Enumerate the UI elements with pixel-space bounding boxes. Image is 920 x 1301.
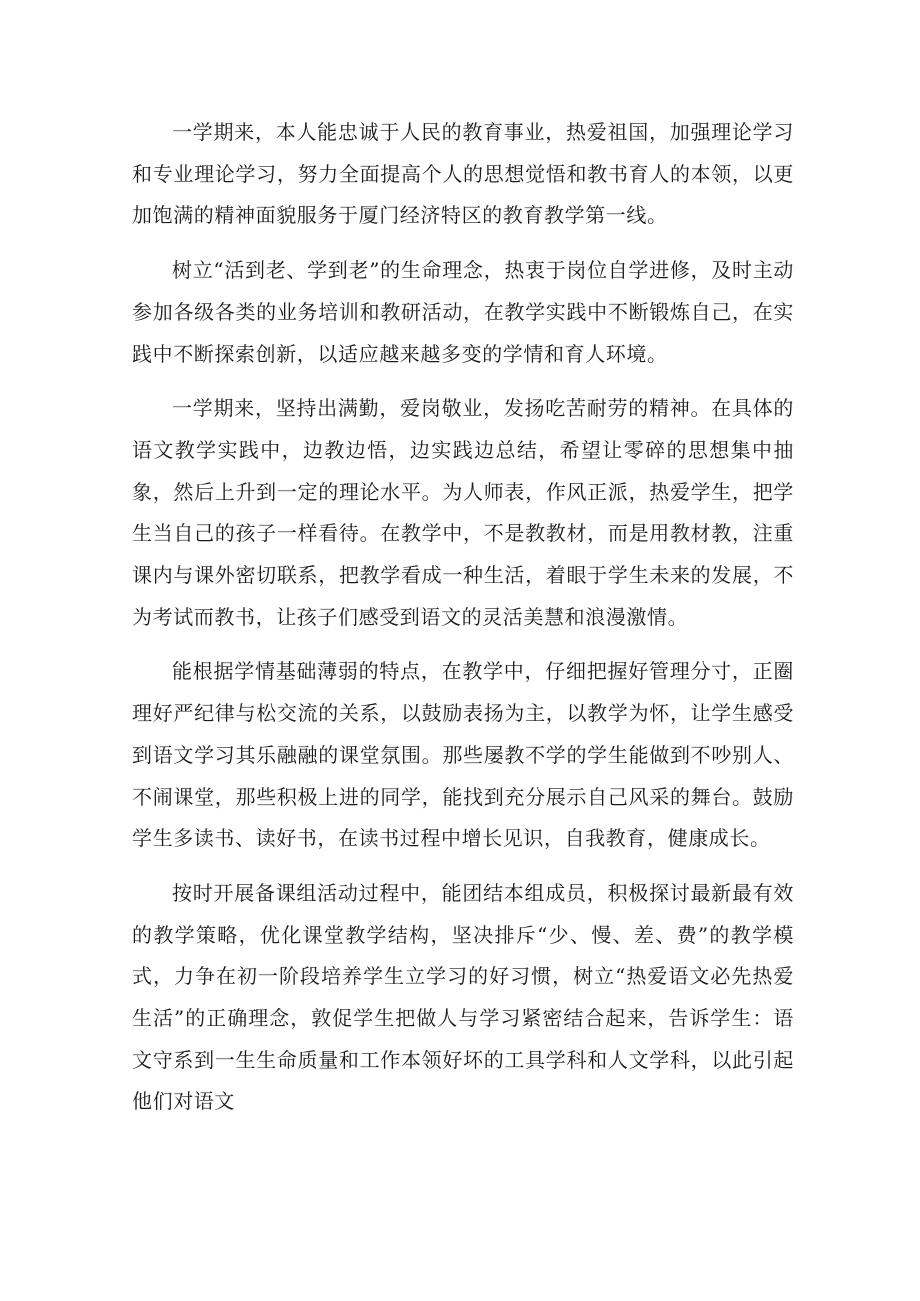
document-body [132,112,794,1136]
paragraph-1: 一学期来，本人能忠诚于人民的教育事业，热爱祖国，加强理论学习和专业理论学习，努力全面提高个人的思想觉悟和教书育人的本领，以更加饱满的精神面貌服务于厦门经济特区的教育教学第一线。 [132,120,794,228]
paragraph-2: 树立“活到老、学到老”的生命理念，热衷于岗位自学进修，及时主动参加各级各类的业务培训和教研活动，在教学实践中不断锻炼自己，在实践中不断探索创新，以适应越来越多变的学情和育人环境。 [132,258,794,366]
paragraph-4: 能根据学情基础薄弱的特点，在教学中，仔细把握好管理分寸，正圈理好严纪律与松交流的关系，以鼓励表扬为主，以教学为怀，让学生感受到语文学习其乐融融的课堂氛围。那些屡教不学的学生能做到不吵别人、不闹课堂，那些积极上进的同学，能找到充分展示自己风采的舞台。鼓励学生多读书、读好书，在读书过程中增长见识，自我教育，健康成长。 [132,659,794,851]
paragraph-5: 按时开展备课组活动过程中，能团结本组成员，积极探讨最新最有效的教学策略，优化课堂教学结构，坚决排斥“少、慢、差、费”的教学模式，力争在初一阶段培养学生立学习的好习惯，树立“热爱语文必先热爱生活”的正确理念，敦促学生把做人与学习紧密结合起来，告诉学生：语文守系到一生生命质量和工作本领好坏的工具学科和人文学科，以此引起他们对语文 [132,880,794,1114]
paragraph-3: 一学期来，坚持出满勤，爱岗敬业，发扬吃苦耐劳的精神。在具体的语文教学实践中，边教边悟，边实践边总结，希望让零碎的思想集中抽象，然后上升到一定的理论水平。为人师表，作风正派，热爱学生，把学生当自己的孩子一样看待。在教学中，不是教教材，而是用教材教，注重课内与课外密切联系，把教学看成一种生活，着眼于学生未来的发展，不为考试而教书，让孩子们感受到语文的灵活美慧和浪漫激情。 [132,396,794,629]
